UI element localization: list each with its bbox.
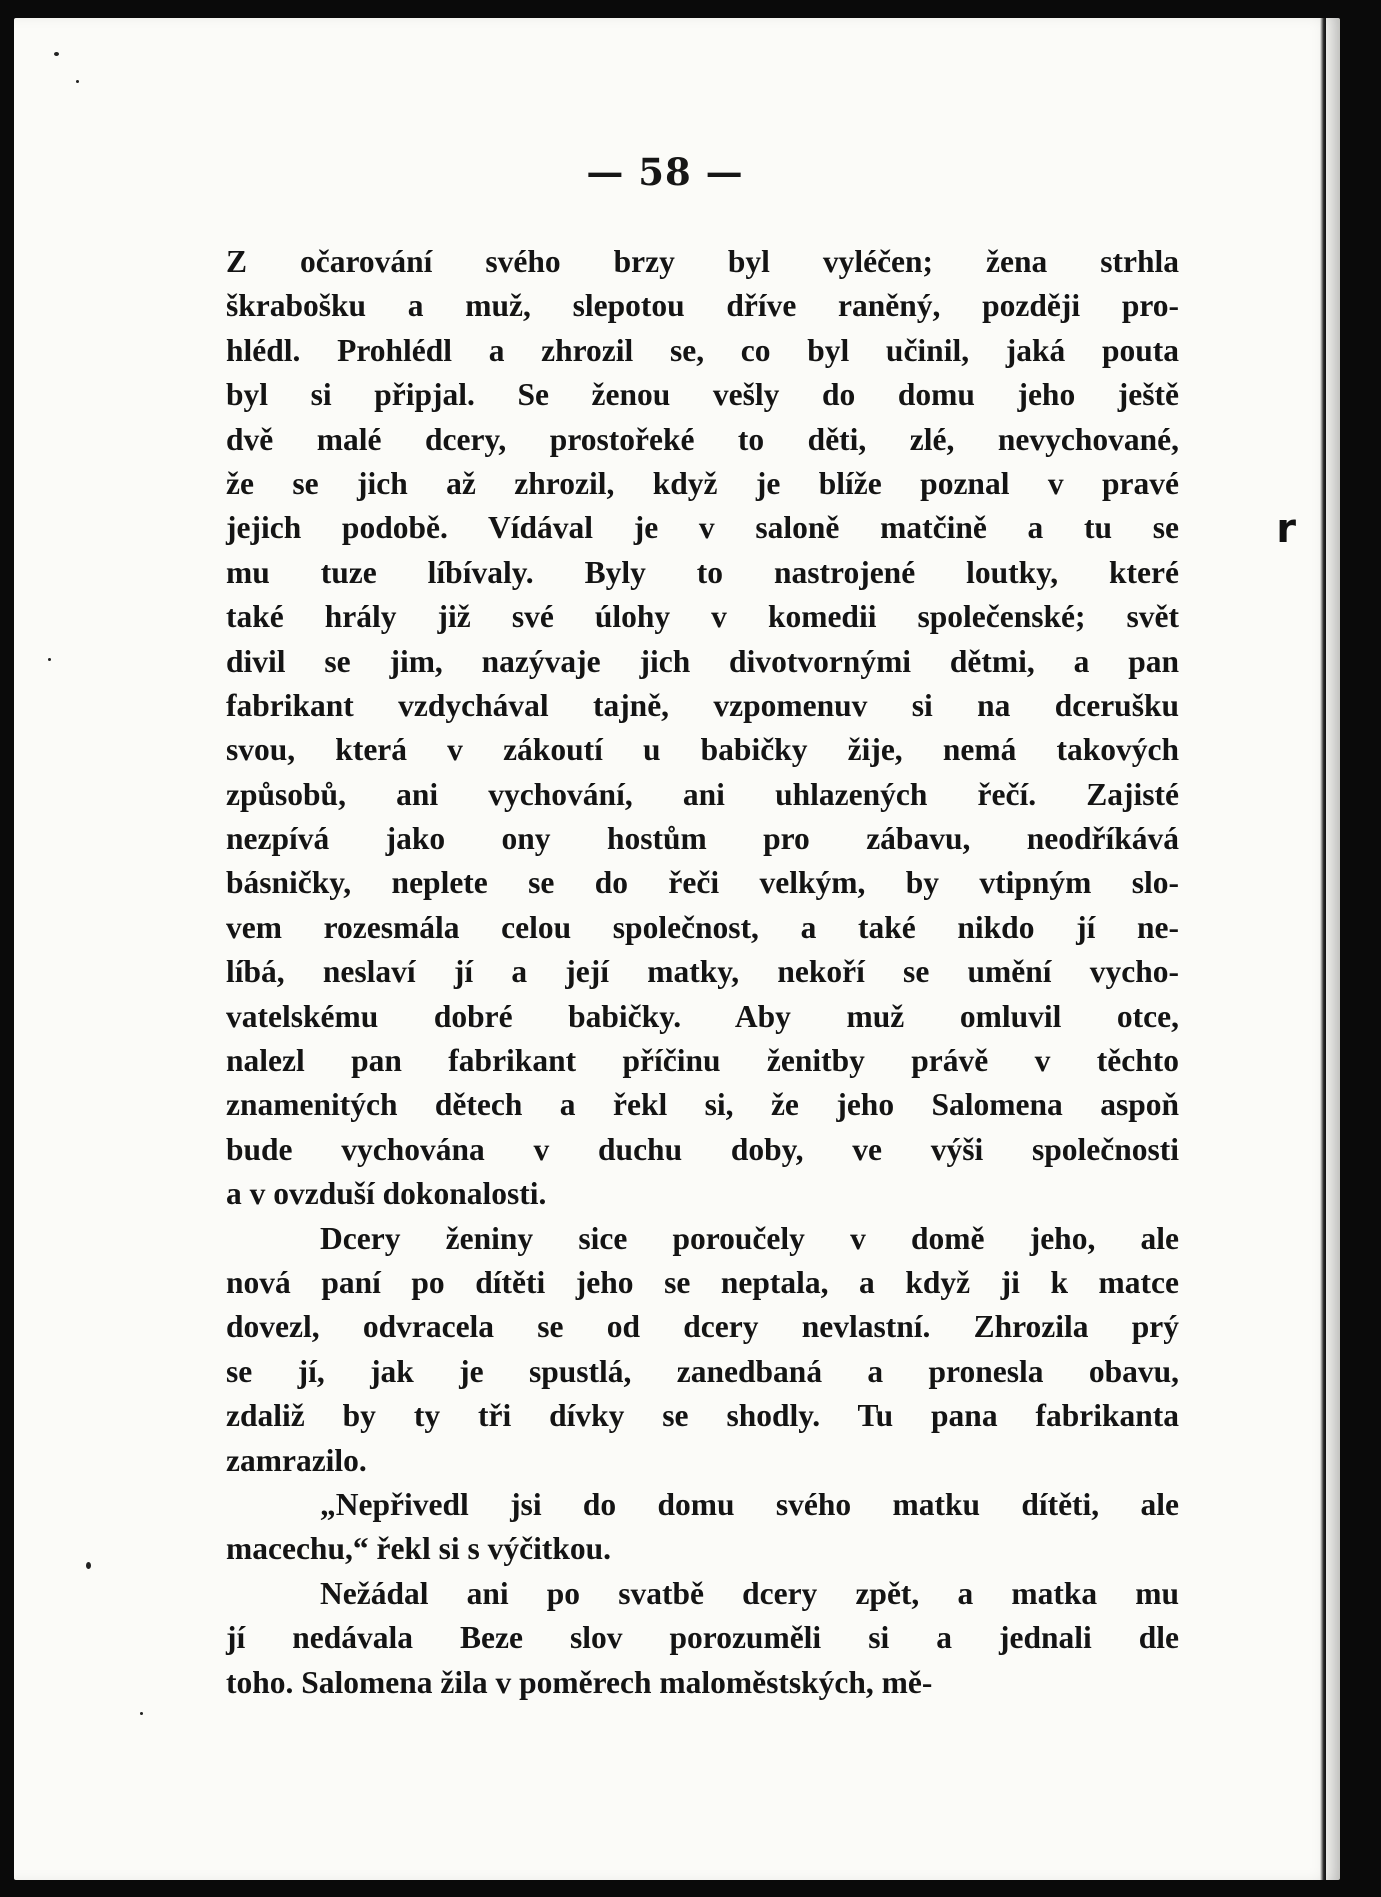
text-line: že se jich až zhrozil, když je blíže poznal v pravé — [226, 465, 1179, 501]
text-line: znamenitých dětech a řekl si, že jeho Salomena aspoň — [226, 1087, 1179, 1123]
text-line: macechu,“ řekl si s výčitkou. — [226, 1531, 611, 1567]
text-line: zamrazilo. — [226, 1442, 367, 1478]
text-line: a v ovzduší dokonalosti. — [226, 1176, 547, 1212]
text-line: bude vychována v duchu doby, ve výši společnosti — [226, 1131, 1179, 1167]
scan-speck — [140, 1712, 143, 1715]
book-page — [14, 18, 1340, 1880]
text-line: vem rozesmála celou společnost, a také nikdo jí ne- — [226, 909, 1179, 945]
text-line: hlédl. Prohlédl a zhrozil se, co byl učinil, jaká pouta — [226, 332, 1179, 368]
text-line: také hrály již své úlohy v komedii společenské; svět — [226, 599, 1179, 635]
scan-speck — [54, 52, 59, 56]
text-line: Nežádal ani po svatbě dcery zpět, a matka mu — [320, 1575, 1179, 1611]
text-line: zdaliž by ty tři dívky se shodly. Tu pana fabrikanta — [226, 1398, 1179, 1434]
text-line: básničky, neplete se do řeči velkým, by vtipným slo- — [226, 865, 1179, 901]
text-line: líbá, neslaví jí a její matky, nekoří se umění vycho- — [226, 954, 1179, 990]
text-line: se jí, jak je spustlá, zanedbaná a pronesla obavu, — [226, 1353, 1179, 1389]
scan-speck — [86, 1562, 91, 1569]
text-line: dovezl, odvracela se od dcery nevlastní. Zhrozila prý — [226, 1309, 1179, 1345]
scan-speck — [76, 80, 79, 83]
body-text — [226, 240, 1179, 1705]
text-line: divil se jim, nazývaje jich divotvornými dětmi, a pan — [226, 643, 1179, 679]
text-line: způsobů, ani vychování, ani uhlazených řečí. Zajisté — [226, 776, 1179, 812]
text-line: nalezl pan fabrikant příčinu ženitby právě v těchto — [226, 1043, 1179, 1079]
text-line: dvě malé dcery, prostořeké to děti, zlé, nevychované, — [226, 421, 1179, 457]
text-line: nová paní po dítěti jeho se neptala, a když ji k matce — [226, 1264, 1179, 1300]
text-line: Dcery ženiny sice poroučely v domě jeho, ale — [320, 1220, 1179, 1256]
text-line: toho. Salomena žila v poměrech maloměstských, mě- — [226, 1664, 933, 1700]
text-line: jí nedávala Beze slov porozuměli si a jednali dle — [226, 1620, 1179, 1656]
text-line: „Nepřivedl jsi do domu svého matku dítěti, ale — [320, 1486, 1179, 1522]
page-number: — 58 — — [586, 150, 744, 194]
margin-mark: r — [1276, 506, 1296, 552]
text-line: nezpívá jako ony hostům pro zábavu, neodříkává — [226, 821, 1179, 857]
text-line: Z očarování svého brzy byl vyléčen; žena strhla — [226, 244, 1179, 279]
text-line: fabrikant vzdychával tajně, vzpomenuv si na dcerušku — [226, 687, 1179, 723]
text-line: vatelskému dobré babičky. Aby muž omluvil otce, — [226, 998, 1179, 1034]
text-line: jejich podobě. Vídával je v saloně matčině a tu se — [226, 510, 1179, 546]
text-line: svou, která v zákoutí u babičky žije, nemá takových — [226, 732, 1179, 768]
text-line: byl si připjal. Se ženou vešly do domu jeho ještě — [226, 377, 1179, 413]
page-gutter — [1320, 18, 1326, 1880]
text-line: škrabošku a muž, slepotou dříve raněný, později pro- — [226, 288, 1179, 324]
text-line: mu tuze líbívaly. Byly to nastrojené loutky, které — [226, 554, 1179, 590]
scan-speck — [48, 658, 51, 661]
